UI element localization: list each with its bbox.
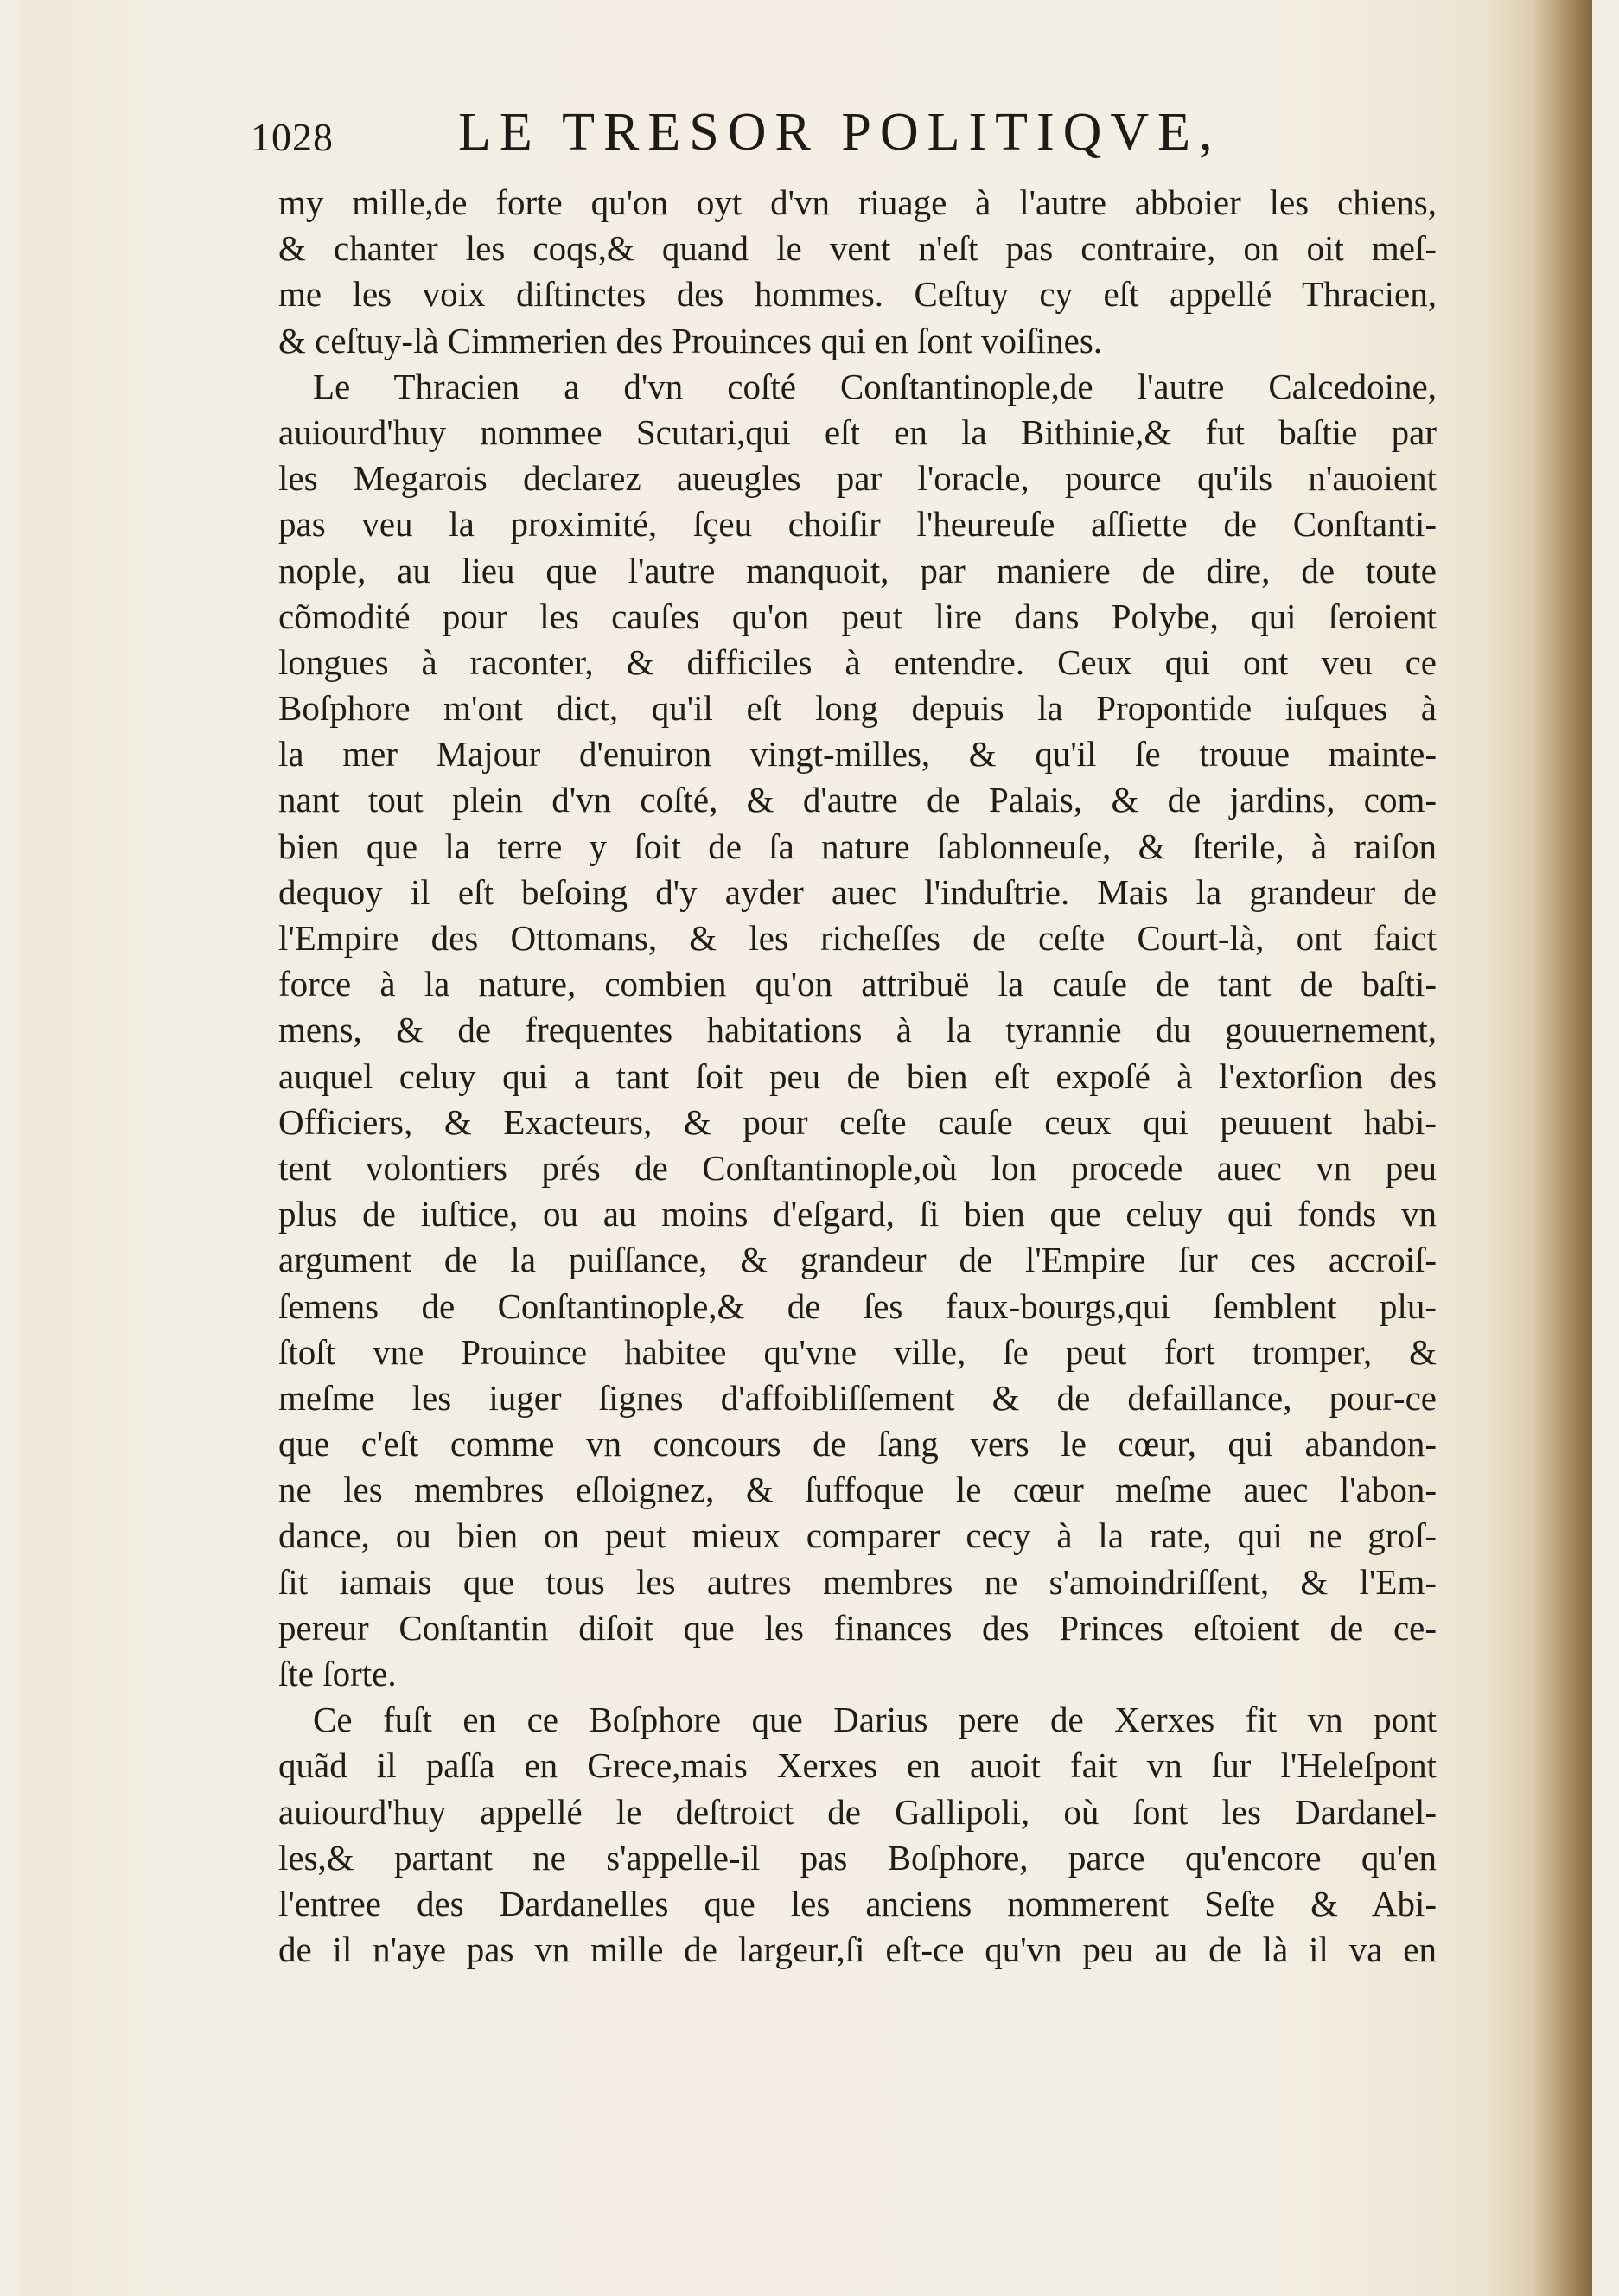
text-line: argument de la puiſſance, & grandeur de l'Empire ſur ces accroiſ- [278,1240,1437,1280]
text-line: dequoy il eſt beſoing d'y ayder auec l'induſtrie. Mais la grandeur de [278,871,1437,912]
text-line: ſemens de Conſtantinople,& de ſes faux-bourgs,qui ſemblent plu- [278,1285,1437,1326]
text-line: Le Thracien a d'vn coſté Conſtantinople,de l'autre Calcedoine, [313,366,1437,406]
page-gutter-shadow [1532,0,1592,2296]
text-line: auiourd'huy nommee Scutari,qui eſt en la Bithinie,& fut baſtie par [278,411,1437,452]
text-line: ſit iamais que tous les autres membres ne s'amoindriſſent, & l'Em- [278,1561,1437,1602]
text-line: me les voix diſtinctes des hommes. Ceſtuy cy eſt appellé Thracien, [278,274,1437,315]
running-head [251,102,1461,171]
text-line: les,& partant ne s'appelle-il pas Boſphore, parce qu'encore qu'en [278,1837,1437,1878]
text-line: plus de iuſtice, ou au moins d'eſgard, ſi bien que celuy qui fonds vn [278,1194,1437,1234]
text-line: auquel celuy qui a tant ſoit peu de bien eſt expoſé à l'extorſion des [278,1056,1437,1096]
text-line: quãd il paſſa en Grece,mais Xerxes en auoit fait vn ſur l'Heleſpont [278,1745,1437,1786]
text-line: que c'eſt comme vn concours de ſang vers le cœur, qui abandon- [278,1424,1437,1464]
text-line: my mille,de forte qu'on oyt d'vn riuage à l'autre abboier les chiens, [278,182,1437,222]
text-line: pas veu la proximité, ſçeu choiſir l'heureuſe aſſiette de Conſtanti- [278,504,1437,545]
text-line: cõmodité pour les cauſes qu'on peut lire dans Polybe, qui ſeroient [278,596,1437,636]
text-line: Officiers, & Exacteurs, & pour ceſte cauſe ceux qui peuuent habi- [278,1101,1437,1142]
text-line: bien que la terre y ſoit de ſa nature ſablonneuſe, & ſterile, à raiſon [278,826,1437,866]
text-line: dance, ou bien on peut mieux comparer cecy à la rate, qui ne groſ- [278,1515,1437,1556]
text-line: l'Empire des Ottomans, & les richeſſes de ceſte Court-là, ont faict [278,918,1437,958]
running-title: LE TRESOR POLITIQVE, [458,103,1221,162]
text-line: Ce fuſt en ce Boſphore que Darius pere de Xerxes fit vn pont [313,1700,1437,1740]
body-text [278,180,1437,1973]
text-line: la mer Majour d'enuiron vingt-milles, & qu'il ſe trouue mainte- [278,734,1437,775]
page-number: 1028 [251,115,334,159]
text-line: ſte ſorte. [278,1654,397,1693]
text-line: Boſphore m'ont dict, qu'il eſt long depuis la Propontide iuſques à [278,688,1437,729]
text-line: ſtoſt vne Prouince habitee qu'vne ville, ſe peut fort tromper, & [278,1331,1437,1372]
text-line: ne les membres eſloignez, & ſuffoque le cœur meſme auec l'abon- [278,1470,1437,1510]
text-line: force à la nature, combien qu'on attribuë la cauſe de tant de baſti- [278,964,1437,1004]
text-line: tent volontiers prés de Conſtantinople,où lon procede auec vn peu [278,1147,1437,1188]
text-line: longues à raconter, & difficiles à entendre. Ceux qui ont veu ce [278,641,1437,682]
text-line: mens, & de frequentes habitations à la tyrannie du gouuernement, [278,1010,1437,1050]
text-line: auiourd'huy appellé le deſtroict de Gallipoli, où ſont les Dardanel- [278,1791,1437,1832]
text-line: pereur Conſtantin diſoit que les finances des Princes eſtoient de ce- [278,1607,1437,1648]
text-line: l'entree des Dardanelles que les anciens nommerent Seſte & Abi- [278,1883,1437,1923]
text-line: nople, au lieu que l'autre manquoit, par maniere de dire, de toute [278,550,1437,590]
text-line: & chanter les coqs,& quand le vent n'eſt pas contraire, on oit meſ- [278,228,1437,269]
text-line: & ceſtuy-là Cimmerien des Prouinces qui en ſont voiſines. [278,320,1103,360]
text-line: meſme les iuger ſignes d'affoibliſſement & de defaillance, pour-ce [278,1377,1437,1418]
text-line: de il n'aye pas vn mille de largeur,ſi eſt-ce qu'vn peu au de là il va en [278,1929,1437,1970]
text-line: les Megarois declarez aueugles par l'oracle, pource qu'ils n'auoient [278,458,1437,499]
text-line: nant tout plein d'vn coſté, & d'autre de Palais, & de jardins, com- [278,780,1437,820]
